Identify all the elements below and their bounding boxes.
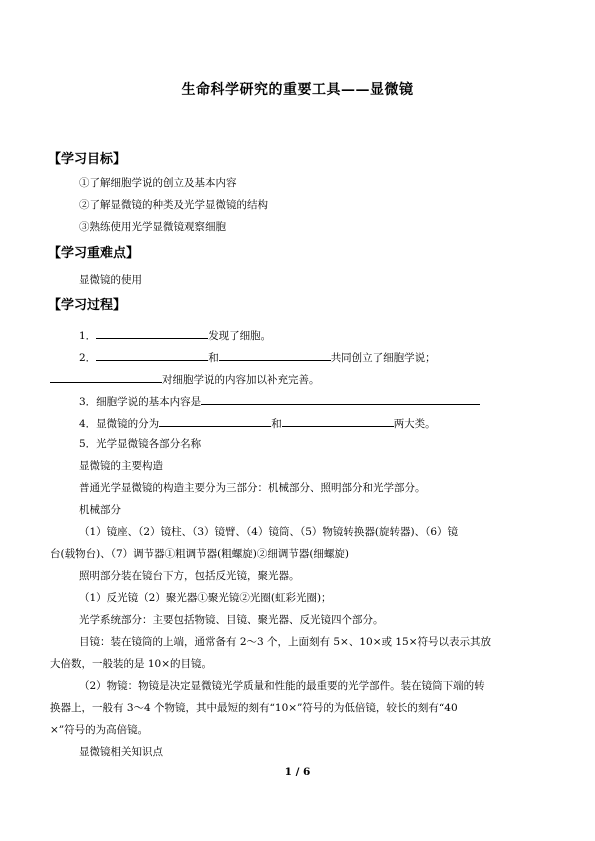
objective-item: ①了解细胞学说的创立及基本内容 — [79, 177, 237, 189]
question-1 — [79, 327, 271, 343]
question-5: 5．光学显微镜各部分名称 — [79, 438, 202, 450]
connector-text: 和 — [271, 418, 282, 430]
answer-blank[interactable] — [50, 371, 162, 383]
objective-item: ②了解显微镜的种类及光学显微镜的结构 — [79, 199, 268, 211]
key-points-heading: 【学习重难点】 — [48, 246, 140, 261]
paragraph: （2）物镜：物镜是决定显微镜光学质量和性能的最重要的光学部件。装在镜筒下端的转 — [79, 680, 485, 692]
question-text: 发现了细胞。 — [208, 330, 272, 342]
question-number: 1． — [79, 330, 97, 342]
paragraph: 大倍数，一般装的是 10×的目镜。 — [50, 658, 212, 670]
paragraph: 照明部分装在镜台下方，包括反光镜，聚光器。 — [79, 570, 300, 582]
question-number: 2． — [79, 352, 97, 364]
process-heading: 【学习过程】 — [48, 298, 127, 313]
paragraph: 机械部分 — [79, 504, 121, 516]
paragraph: 显微镜相关知识点 — [79, 746, 163, 758]
question-2-cont — [50, 371, 320, 387]
page-number: 1 / 6 — [284, 766, 311, 778]
question-4 — [79, 415, 436, 431]
answer-blank[interactable] — [96, 349, 208, 361]
page-title: 生命科学研究的重要工具——显微镜 — [181, 82, 414, 98]
key-points-text: 显微镜的使用 — [79, 274, 142, 286]
question-text: 共同创立了细胞学说； — [330, 352, 436, 364]
connector-text: 和 — [208, 352, 219, 364]
paragraph: 显微镜的主要构造 — [79, 460, 163, 472]
paragraph: （1）反光镜（2）聚光器①聚光镜②光圈(虹彩光圈)； — [79, 592, 332, 604]
answer-blank[interactable] — [159, 415, 271, 427]
paragraph: 光学系统部分：主要包括物镜、目镜、聚光器、反光镜四个部分。 — [79, 614, 384, 626]
answer-blank[interactable] — [219, 349, 331, 361]
paragraph: 普通光学显微镜的构造主要分为三部分：机械部分、照明部分和光学部分。 — [79, 482, 426, 494]
answer-blank[interactable] — [96, 327, 208, 339]
paragraph: 目镜：装在镜筒的上端，通常备有 2～3 个，上面刻有 5×、10×或 15×符号以表示其放 — [79, 636, 492, 648]
question-2 — [79, 349, 436, 365]
objective-item: ③熟练使用光学显微镜观察细胞 — [79, 221, 226, 233]
answer-blank[interactable] — [201, 393, 480, 405]
question-3 — [79, 393, 480, 409]
answer-blank[interactable] — [282, 415, 394, 427]
paragraph: ×”符号的为高倍镜。 — [50, 724, 149, 736]
objectives-heading: 【学习目标】 — [48, 152, 127, 167]
question-text: 对细胞学说的内容加以补充完善。 — [162, 374, 320, 386]
paragraph: （1）镜座、（2）镜柱、（3）镜臂、（4）镜筒、（5）物镜转换器(旋转器)、（6）镜 — [79, 526, 459, 538]
paragraph: 台(载物台)、（7）调节器①粗调节器(粗螺旋)②细调节器(细螺旋) — [50, 548, 350, 560]
question-text: 4．显微镜的分为 — [79, 418, 160, 430]
paragraph: 换器上，一般有 3～4 个物镜，其中最短的刻有“10×”符号的为低倍镜，较长的刻有“40 — [50, 702, 458, 714]
question-text: 3．细胞学说的基本内容是 — [79, 396, 202, 408]
question-text: 两大类。 — [393, 418, 436, 430]
